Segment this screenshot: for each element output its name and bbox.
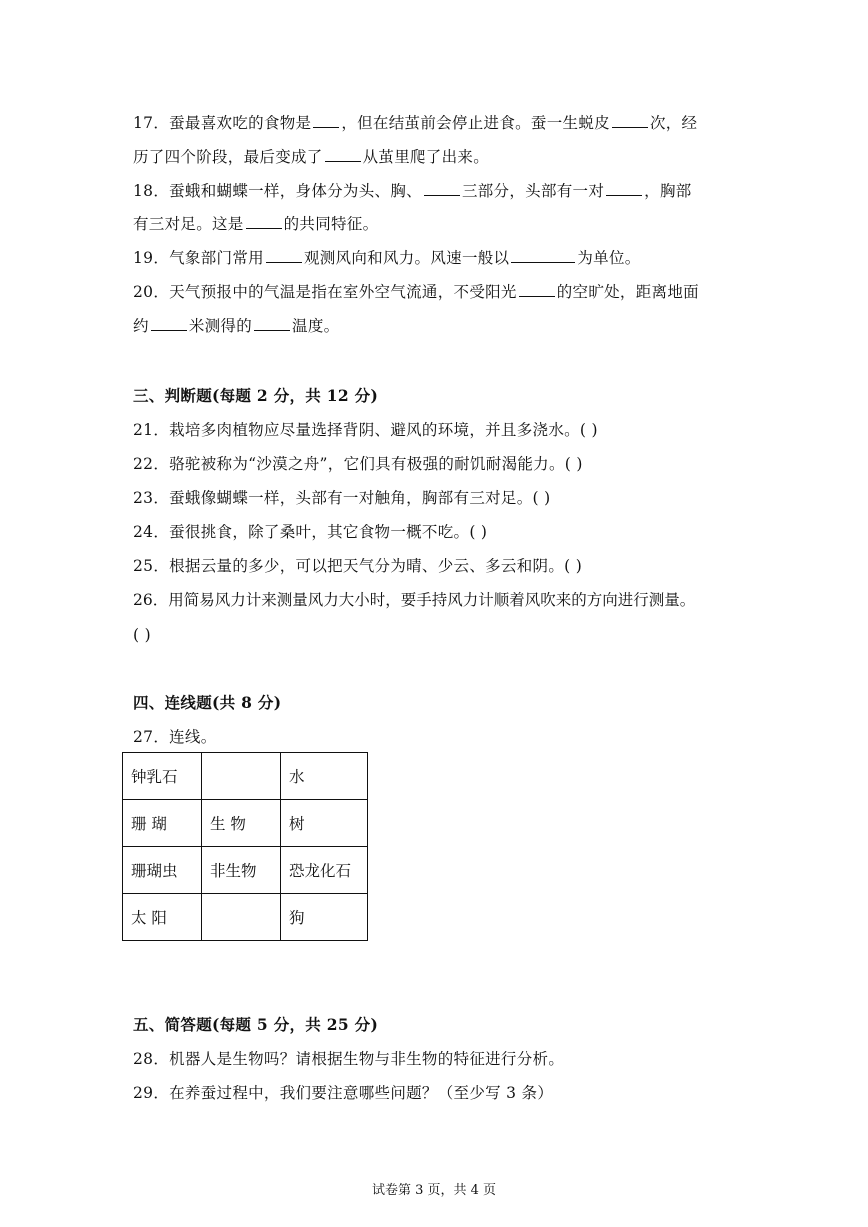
question-20-line-1: 20．天气预报中的气温是指在室外空气流通，不受阳光 的空旷处，距离地面 xyxy=(133,283,699,301)
table-row xyxy=(123,894,368,941)
question-21: 21．栽培多肉植物应尽量选择背阴、避风的环境，并且多浇水。( ) xyxy=(133,421,598,439)
question-29: 29．在养蚕过程中，我们要注意哪些问题？（至少写 3 条） xyxy=(133,1084,554,1102)
question-28: 28．机器人是生物吗？请根据生物与非生物的特征进行分析。 xyxy=(133,1050,565,1068)
answer-blank xyxy=(325,146,361,162)
answer-blank xyxy=(313,112,339,128)
table-cell xyxy=(202,753,281,800)
table-cell: 珊瑚虫 xyxy=(123,847,202,894)
section-heading-judgement: 三、判断题(每题 2 分，共 12 分) xyxy=(133,386,379,405)
answer-blank xyxy=(424,180,460,196)
answer-blank xyxy=(612,112,648,128)
question-26: 26．用简易风力计来测量风力大小时，要手持风力计顺着风吹来的方向进行测量。 xyxy=(133,591,696,609)
table-cell: 狗 xyxy=(281,894,368,941)
table-cell: 生 物 xyxy=(202,800,281,847)
answer-blank xyxy=(511,247,575,263)
section-heading-matching: 四、连线题(共 8 分) xyxy=(133,693,282,712)
question-17-line-2: 历了四个阶段，最后变成了 从茧里爬了出来。 xyxy=(133,148,490,166)
table-row xyxy=(123,847,368,894)
question-24: 24．蚕很挑食，除了桑叶，其它食物一概不吃。( ) xyxy=(133,523,488,541)
table-cell: 珊 瑚 xyxy=(123,800,202,847)
answer-blank xyxy=(151,315,187,331)
table-cell: 恐龙化石 xyxy=(281,847,368,894)
answer-blank xyxy=(606,180,642,196)
question-20-line-2: 约 米测得的 温度。 xyxy=(133,317,340,335)
question-22: 22．骆驼被称为“沙漠之舟”，它们具有极强的耐饥耐渴能力。( ) xyxy=(133,455,583,473)
table-cell: 太 阳 xyxy=(123,894,202,941)
answer-blank xyxy=(266,247,302,263)
table-cell xyxy=(202,894,281,941)
question-26-bracket: ( ) xyxy=(133,626,151,644)
question-25: 25．根据云量的多少，可以把天气分为晴、少云、多云和阴。( ) xyxy=(133,557,583,575)
question-27: 27．连线。 xyxy=(133,728,217,746)
table-cell: 钟乳石 xyxy=(123,753,202,800)
answer-blank xyxy=(519,281,555,297)
table-cell: 水 xyxy=(281,753,368,800)
question-19: 19．气象部门常用 观测风向和风力。风速一般以 为单位。 xyxy=(133,249,641,267)
question-18-line-2: 有三对足。这是 的共同特征。 xyxy=(133,215,379,233)
table-row xyxy=(123,800,368,847)
answer-blank xyxy=(254,315,290,331)
table-cell: 树 xyxy=(281,800,368,847)
question-23: 23．蚕蛾像蝴蝶一样，头部有一对触角，胸部有三对足。( ) xyxy=(133,489,551,507)
question-17-line-1: 17．蚕最喜欢吃的食物是 ，但在结茧前会停止进食。蚕一生蜕皮 次，经 xyxy=(133,114,698,132)
page-footer: 试卷第 3 页，共 4 页 xyxy=(371,1183,497,1198)
matching-table xyxy=(122,752,368,941)
section-heading-short-answer: 五、简答题(每题 5 分，共 25 分) xyxy=(133,1015,379,1034)
question-18-line-1: 18．蚕蛾和蝴蝶一样，身体分为头、胸、 三部分，头部有一对 ，胸部 xyxy=(133,182,692,200)
answer-blank xyxy=(246,213,282,229)
table-cell: 非生物 xyxy=(202,847,281,894)
table-row xyxy=(123,753,368,800)
